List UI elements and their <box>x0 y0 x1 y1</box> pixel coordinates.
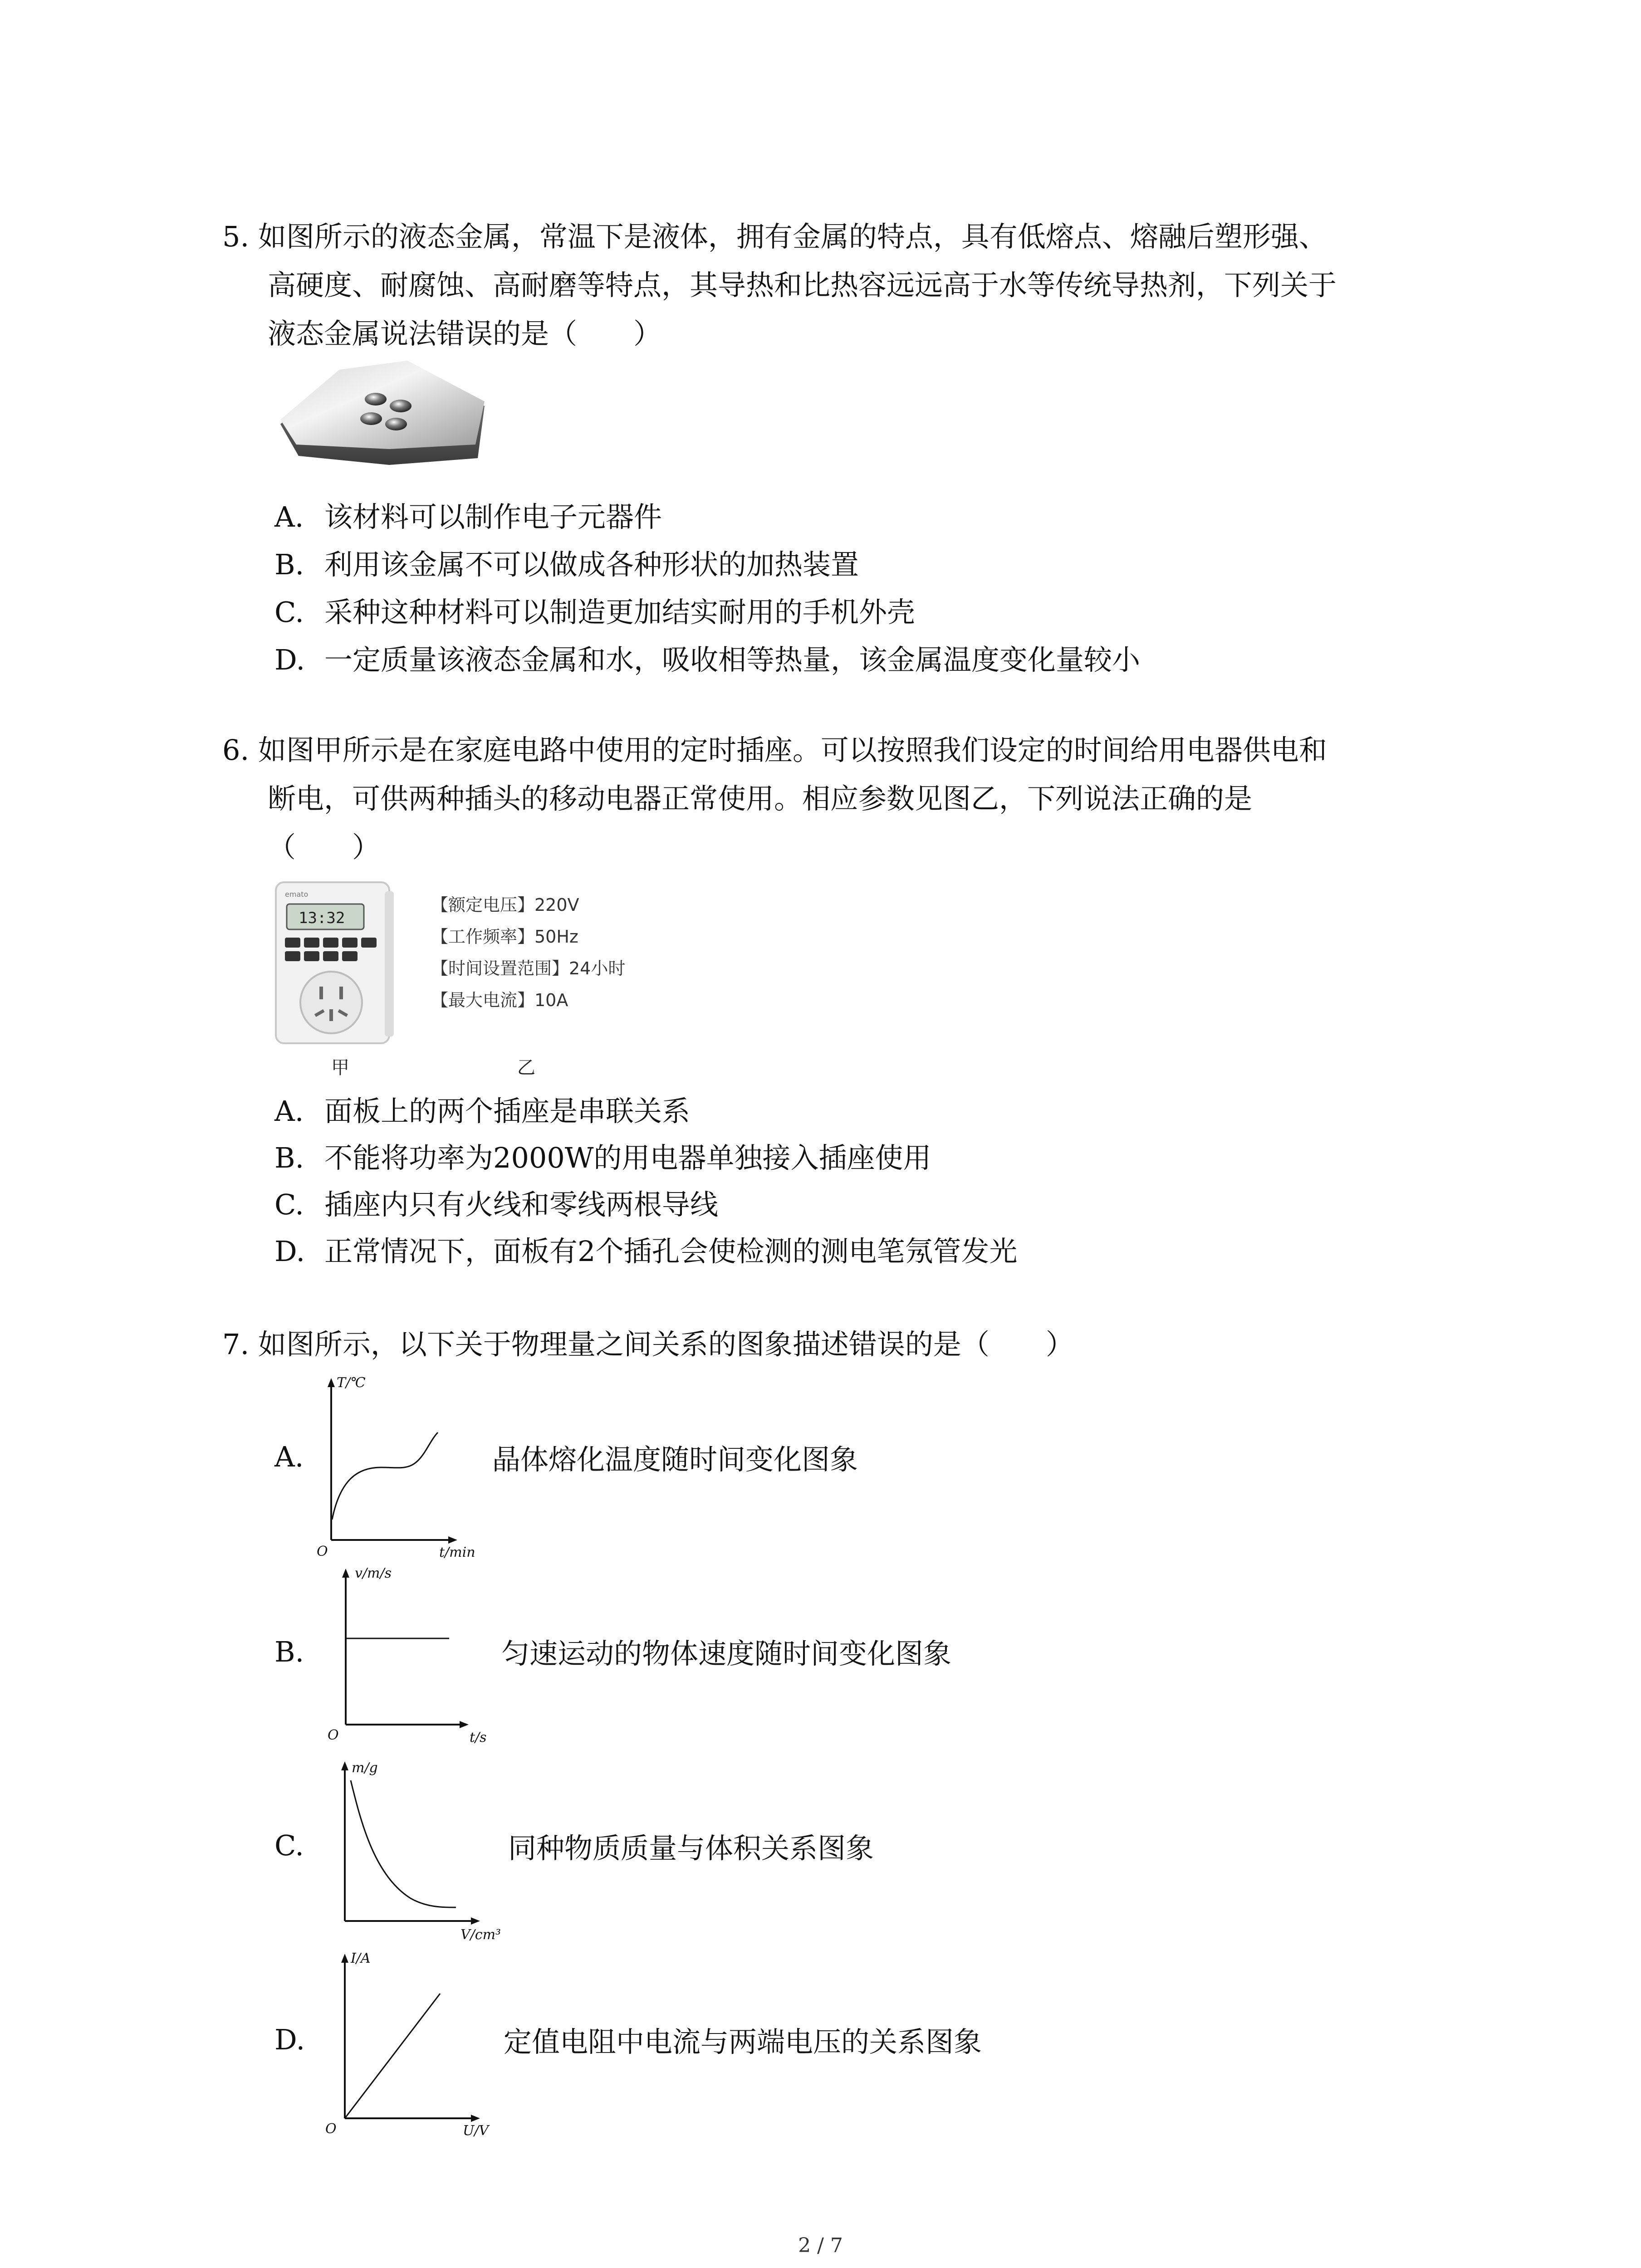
caption-jia: 甲 <box>331 1057 349 1078</box>
graph-c-curve <box>351 1780 456 1907</box>
graph-b-x-label: t/s <box>470 1730 487 1745</box>
graph-c-mass-volume <box>324 1753 515 1944</box>
graph-a-x-label: t/min <box>439 1545 475 1560</box>
question-5-line-2: 高硬度、耐腐蚀、高耐磨等特点，其导热和比热容远远高于水等传统导热剂，下列关于 <box>268 269 1337 302</box>
q6-option-c[interactable]: C. 插座内只有火线和零线两根导线 <box>274 1188 719 1221</box>
graph-c-y-label: m/g <box>352 1760 378 1776</box>
graph-d-line <box>345 1994 440 2118</box>
graph-c-x-label: V/cm³ <box>460 1927 501 1943</box>
q7-option-d[interactable]: D. <box>274 2023 305 2056</box>
graph-b-origin: O <box>328 1727 339 1743</box>
q7-option-b[interactable]: B. <box>274 1635 304 1668</box>
spec-max-current: 【最大电流】10A <box>431 990 568 1010</box>
q7-option-a[interactable]: A. <box>274 1440 304 1473</box>
spec-frequency: 【工作频率】50Hz <box>431 927 578 947</box>
page-number: 2 / 7 <box>798 2234 843 2257</box>
liquid-metal-photo <box>271 356 489 469</box>
question-6-line-3: （ ） <box>268 831 381 864</box>
graph-b-description: 匀速运动的物体速度随时间变化图象 <box>501 1637 952 1670</box>
graph-d-origin: O <box>325 2121 337 2137</box>
question-5 <box>222 212 1447 358</box>
q5-option-c[interactable]: C. 采种这种材料可以制造更加结实耐用的手机外壳 <box>274 596 916 629</box>
graph-a-melting <box>313 1370 513 1560</box>
spec-list <box>431 889 625 1016</box>
spec-time-range: 【时间设置范围】24小时 <box>431 958 626 978</box>
graph-b-y-label: v/m/s <box>355 1565 392 1581</box>
question-6 <box>222 726 1447 871</box>
timer-socket-photo <box>271 878 398 1050</box>
graph-a-origin: O <box>317 1544 328 1559</box>
q7-option-c[interactable]: C. <box>274 1829 304 1862</box>
question-5-line-1: 5. 如图所示的液态金属，常温下是液体，拥有金属的特点，具有低熔点、熔融后塑形强、 <box>222 220 1327 253</box>
q6-option-a[interactable]: A. 面板上的两个插座是串联关系 <box>274 1095 691 1128</box>
q6-option-b[interactable]: B. 不能将功率为2000W的用电器单独接入插座使用 <box>274 1141 931 1174</box>
question-7 <box>222 1320 1447 1369</box>
graph-a-curve <box>332 1432 438 1520</box>
graph-d-y-label: I/A <box>351 1950 371 1966</box>
graph-a-description: 晶体熔化温度随时间变化图象 <box>492 1443 858 1476</box>
graph-c-description: 同种物质质量与体积关系图象 <box>508 1832 874 1865</box>
q6-option-d[interactable]: D. 正常情况下，面板有2个插孔会使检测的测电笔氖管发光 <box>274 1235 1018 1268</box>
graph-d-y-arrow <box>341 1954 348 1963</box>
graph-a-y-label: T/℃ <box>337 1375 366 1391</box>
q5-option-b[interactable]: B. 利用该金属不可以做成各种形状的加热装置 <box>274 548 859 581</box>
device-brand: emato <box>285 890 309 899</box>
spec-rated-voltage: 【额定电压】220V <box>431 895 579 915</box>
graph-b-x-arrow <box>460 1721 469 1728</box>
graph-a-x-arrow <box>448 1536 457 1544</box>
graph-b-velocity <box>318 1560 508 1751</box>
graph-d-current-voltage <box>324 1944 515 2139</box>
device-clock: 13:32 <box>299 909 345 927</box>
caption-yi: 乙 <box>517 1057 535 1078</box>
question-7-line-1: 7. 如图所示，以下关于物理量之间关系的图象描述错误的是（ ） <box>222 1328 1074 1361</box>
graph-b-y-arrow <box>342 1569 349 1578</box>
graph-c-y-arrow <box>341 1761 348 1770</box>
graph-d-description: 定值电阻中电流与两端电压的关系图象 <box>504 2025 982 2058</box>
q5-option-d[interactable]: D. 一定质量该液态金属和水，吸收相等热量，该金属温度变化量较小 <box>274 643 1141 676</box>
q5-option-a[interactable]: A. 该材料可以制作电子元器件 <box>274 500 662 533</box>
question-6-line-1: 6. 如图甲所示是在家庭电路中使用的定时插座。可以按照我们设定的时间给用电器供电和 <box>222 733 1327 767</box>
question-6-line-2: 断电，可供两种插头的移动电器正常使用。相应参数见图乙，下列说法正确的是 <box>268 782 1253 815</box>
graph-d-x-arrow <box>471 2115 480 2122</box>
graph-a-y-arrow <box>328 1378 335 1387</box>
graph-c-x-arrow <box>471 1917 480 1925</box>
question-5-line-3: 液态金属说法错误的是（ ） <box>268 317 662 350</box>
graph-d-x-label: U/V <box>463 2123 489 2139</box>
